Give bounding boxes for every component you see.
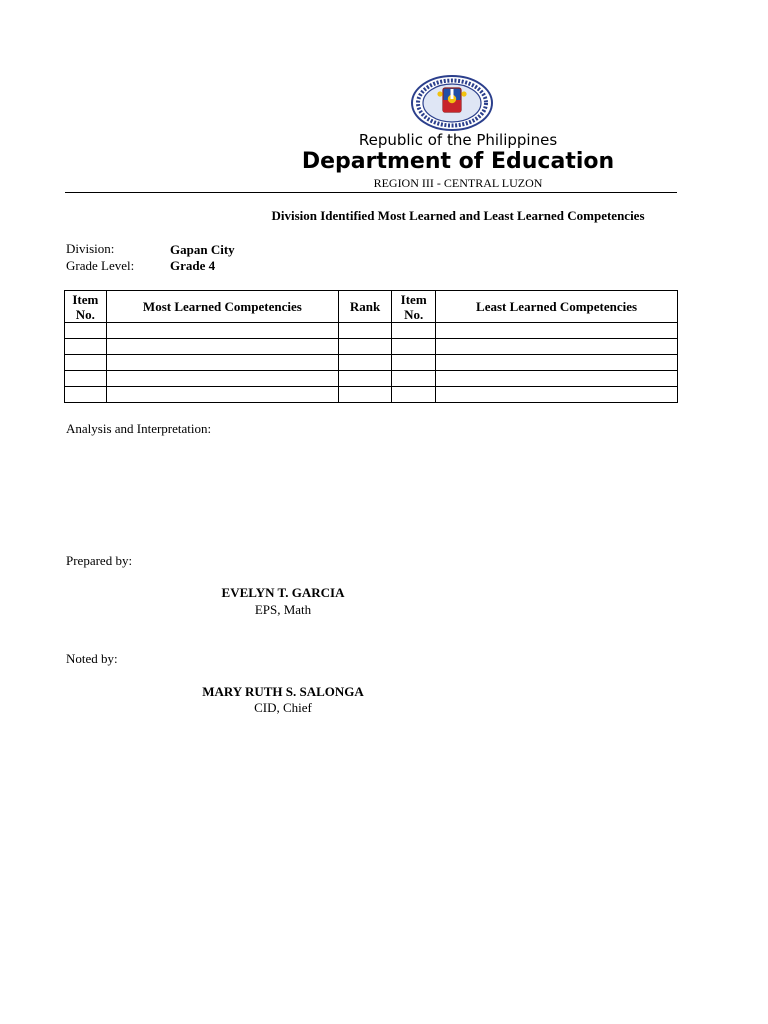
noter-name: MARY RUTH S. SALONGA [202,684,364,699]
column-header-item-no: Item No. [65,291,107,323]
table-cell[interactable] [106,323,338,339]
department-heading: Department of Education [301,149,615,174]
prepared-by-label: Prepared by: [66,553,133,568]
header-divider [65,192,677,193]
column-header-most-learned: Most Learned Competencies [106,291,338,323]
table-cell[interactable] [65,339,107,355]
table-cell[interactable] [106,371,338,387]
competencies-table [64,290,678,403]
table-cell[interactable] [436,371,678,387]
republic-heading: Republic of the Philippines [358,131,558,149]
table-cell[interactable] [106,355,338,371]
table-cell[interactable] [106,387,338,403]
table-row [65,323,678,339]
table-cell[interactable] [338,355,391,371]
preparer-name: EVELYN T. GARCIA [221,585,345,600]
table-cell[interactable] [338,387,391,403]
table-row [65,371,678,387]
column-header-rank: Rank [338,291,391,323]
division-label: Division: [66,241,115,256]
table-cell[interactable] [392,323,436,339]
table-row [65,355,678,371]
table-cell[interactable] [65,355,107,371]
table-row [65,339,678,355]
region-heading: REGION III - CENTRAL LUZON [373,176,543,190]
grade-level-label: Grade Level: [66,258,135,273]
column-header-item-no-2: Item No. [392,291,436,323]
table-header-row [65,291,678,323]
table-cell[interactable] [392,371,436,387]
table-cell[interactable] [436,323,678,339]
noter-position: CID, Chief [254,700,312,715]
table-cell[interactable] [338,371,391,387]
table-cell[interactable] [392,339,436,355]
table-cell[interactable] [65,323,107,339]
table-cell[interactable] [65,371,107,387]
deped-seal-icon [410,75,494,131]
table-cell[interactable] [436,355,678,371]
document-title: Division Identified Most Learned and Least Learned Competencies [271,208,645,223]
table-cell[interactable] [106,339,338,355]
division-value: Gapan City [170,242,235,257]
table-cell[interactable] [436,387,678,403]
preparer-position: EPS, Math [254,602,312,617]
table-cell[interactable] [338,323,391,339]
table-cell[interactable] [392,387,436,403]
table-cell[interactable] [436,339,678,355]
noted-by-label: Noted by: [66,651,118,666]
column-header-least-learned: Least Learned Competencies [436,291,678,323]
table-cell[interactable] [65,387,107,403]
table-row [65,387,678,403]
grade-level-value: Grade 4 [170,258,216,273]
table-cell[interactable] [338,339,391,355]
competencies-table-container [64,290,678,408]
analysis-label: Analysis and Interpretation: [66,421,212,436]
deped-seal [410,75,494,131]
table-cell[interactable] [392,355,436,371]
